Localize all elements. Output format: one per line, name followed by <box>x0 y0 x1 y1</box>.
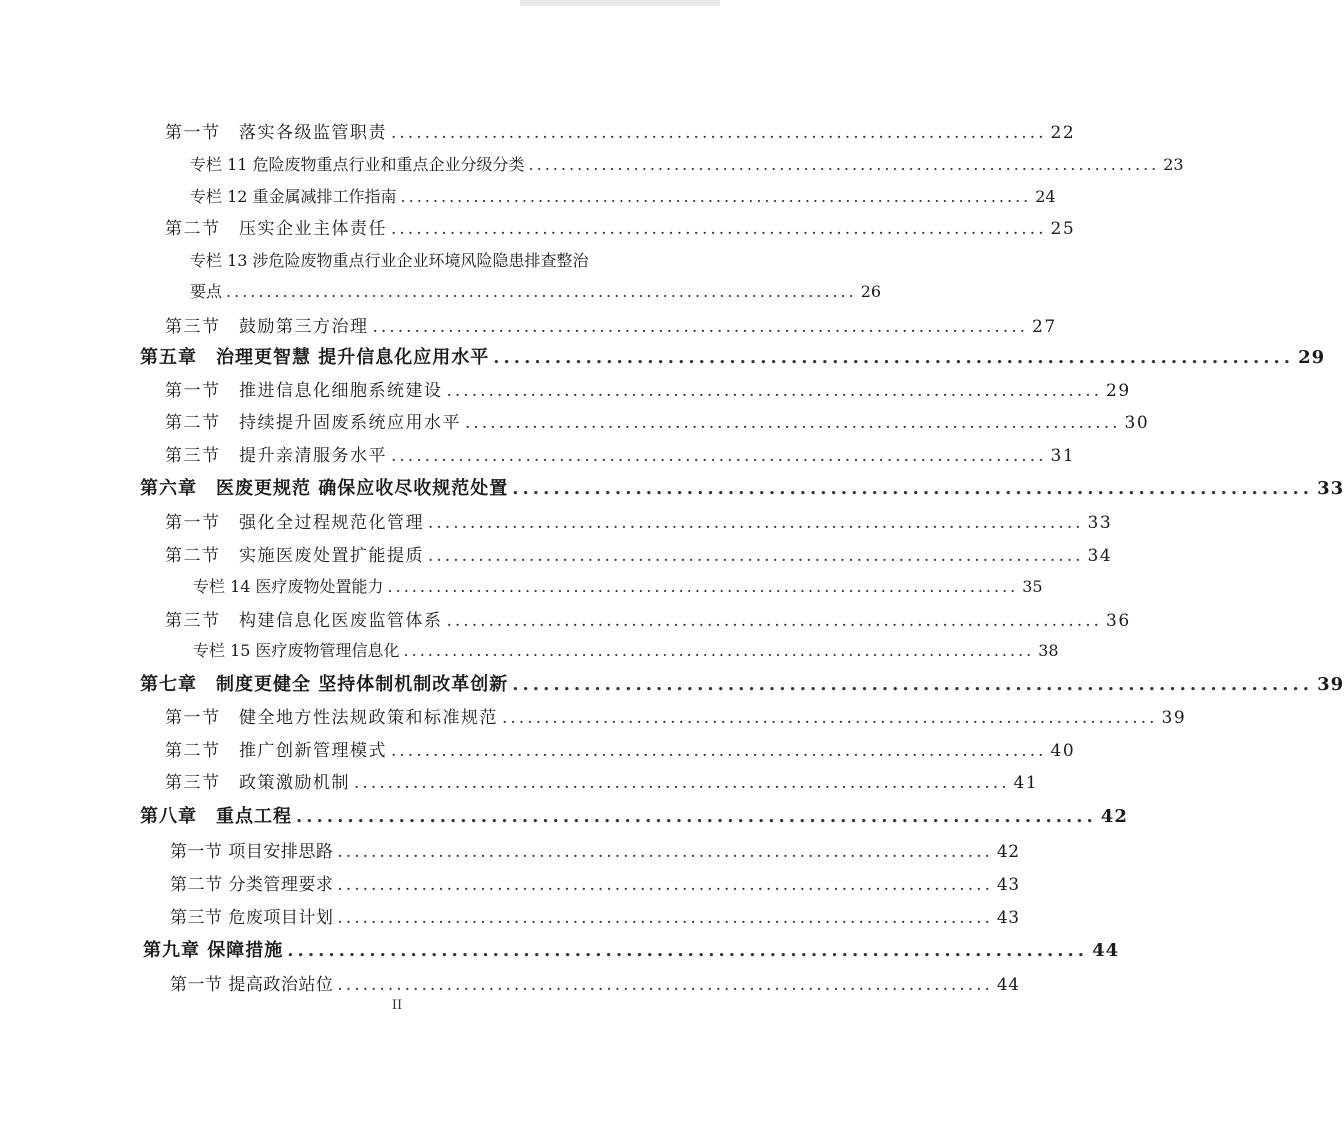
dot-leader: .............................................................................. <box>493 347 1295 368</box>
toc-entry-label: 第三节 构建信息化医废监管体系 <box>165 611 443 631</box>
toc-entry-page: 31 <box>1050 446 1076 466</box>
dot-leader: .............................................................................. <box>391 741 1047 761</box>
toc-chapter[interactable] <box>140 343 1326 369</box>
dot-leader: .............................................................................. <box>337 842 993 862</box>
toc-entry-page: 23 <box>1163 155 1184 174</box>
toc-entry-page: 35 <box>1022 577 1043 596</box>
dot-leader: .............................................................................. <box>512 674 1314 695</box>
dot-leader: .............................................................................. <box>372 317 1028 337</box>
toc-entry-page: 36 <box>1106 611 1131 631</box>
toc-entry-label: 第一节 健全地方性法规政策和标准规范 <box>165 708 498 728</box>
toc-entry[interactable] <box>193 574 1043 597</box>
toc-entry[interactable] <box>170 837 1020 862</box>
toc-chapter-page: 44 <box>1092 940 1120 961</box>
toc-entry-label: 第二节 压实企业主体责任 <box>165 219 387 239</box>
toc-entry[interactable] <box>165 541 1113 566</box>
toc-entry-label: 专栏 15 医疗废物管理信息化 <box>193 641 400 660</box>
toc-chapter-page: 39 <box>1317 674 1344 695</box>
toc-entry[interactable] <box>170 870 1020 895</box>
toc-entry-page: 26 <box>860 282 882 301</box>
toc-entry-label: 第二节 推广创新管理模式 <box>165 741 387 761</box>
toc-entry[interactable] <box>165 508 1113 533</box>
toc-entry-label: 第二节 分类管理要求 <box>170 875 334 895</box>
toc-chapter-page: 29 <box>1298 347 1326 368</box>
toc-entry[interactable] <box>165 214 1076 239</box>
toc-chapter[interactable] <box>140 670 1344 696</box>
toc-entry-label: 第三节 危废项目计划 <box>170 908 334 928</box>
dot-leader: .............................................................................. <box>337 975 993 995</box>
toc-chapter-label: 第五章 治理更智慧 提升信息化应用水平 <box>140 347 490 368</box>
dot-leader: .............................................................................. <box>391 123 1047 143</box>
toc-entry-label: 第三节 提升亲清服务水平 <box>165 446 387 466</box>
toc-entry-label: 第三节 鼓励第三方治理 <box>165 317 369 337</box>
toc-entry-page: 42 <box>996 842 1020 862</box>
toc-entry-label: 第二节 实施医废处置扩能提质 <box>165 546 424 566</box>
dot-leader: .............................................................................. <box>391 219 1047 239</box>
toc-entry-label-line1[interactable]: 专栏 13 涉危险废物重点行业企业环境风险隐患排查整治 <box>190 251 589 270</box>
toc-entry-page: 43 <box>996 908 1020 928</box>
toc-entry-label: 第一节 推进信息化细胞系统建设 <box>165 381 443 401</box>
toc-entry-page: 25 <box>1050 219 1076 239</box>
toc-entry-label: 第一节 项目安排思路 <box>170 842 334 862</box>
toc-entry[interactable] <box>165 768 1039 793</box>
toc-entry[interactable] <box>193 638 1059 661</box>
toc-entry[interactable] <box>165 703 1187 728</box>
toc-chapter[interactable] <box>140 802 1128 828</box>
toc-entry-page: 33 <box>1087 513 1113 533</box>
toc-entry-page: 41 <box>1013 773 1039 793</box>
toc-entry[interactable] <box>190 279 882 302</box>
toc-chapter-page: 42 <box>1100 806 1128 827</box>
toc-entry-page: 34 <box>1087 546 1113 566</box>
dot-leader: .............................................................................. <box>502 708 1158 728</box>
dot-leader: .............................................................................. <box>387 577 1019 596</box>
dot-leader: .............................................................................. <box>528 155 1160 174</box>
dot-leader: .............................................................................. <box>446 381 1102 401</box>
dot-leader: .............................................................................. <box>354 773 1010 793</box>
toc-chapter-label: 第七章 制度更健全 坚持体制机制改革创新 <box>140 674 509 695</box>
toc-entry-label-line2: 要点 <box>190 282 223 301</box>
dot-leader: .............................................................................. <box>512 478 1314 499</box>
dot-leader: .............................................................................. <box>226 282 857 301</box>
toc-entry[interactable] <box>170 970 1020 995</box>
toc-chapter-page: 33 <box>1317 478 1344 499</box>
toc-entry-label: 第一节 落实各级监管职责 <box>165 123 387 143</box>
dot-leader: .............................................................................. <box>287 940 1089 961</box>
toc-entry[interactable] <box>165 408 1150 433</box>
toc-entry-page: 38 <box>1038 641 1059 660</box>
dot-leader: .............................................................................. <box>337 875 993 895</box>
toc-entry[interactable] <box>165 376 1131 401</box>
dot-leader: .............................................................................. <box>446 611 1102 631</box>
dot-leader: .............................................................................. <box>391 446 1047 466</box>
dot-leader: .............................................................................. <box>428 513 1084 533</box>
dot-leader: .............................................................................. <box>428 546 1084 566</box>
toc-entry-label: 第二节 持续提升固废系统应用水平 <box>165 413 461 433</box>
toc-entry[interactable] <box>165 441 1076 466</box>
dot-leader: .............................................................................. <box>400 187 1032 206</box>
toc-entry-page: 24 <box>1035 187 1056 206</box>
toc-entry-page: 27 <box>1032 317 1057 337</box>
dot-leader: .............................................................................. <box>465 413 1121 433</box>
dot-leader: .............................................................................. <box>296 806 1097 827</box>
toc-chapter-label: 第九章 保障措施 <box>143 940 284 961</box>
toc-entry-page: 44 <box>996 975 1020 995</box>
dot-leader: .............................................................................. <box>403 641 1035 660</box>
dot-leader: .............................................................................. <box>337 908 993 928</box>
toc-entry-page: 29 <box>1106 381 1131 401</box>
toc-entry-page: 39 <box>1161 708 1187 728</box>
toc-entry[interactable] <box>165 736 1076 761</box>
toc-chapter[interactable] <box>143 936 1120 962</box>
toc-entry-label: 专栏 12 重金属减排工作指南 <box>190 187 397 206</box>
toc-entry-page: 30 <box>1124 413 1150 433</box>
toc-chapter-label: 第六章 医废更规范 确保应收尽收规范处置 <box>140 478 509 499</box>
toc-entry-label: 第三节 政策激励机制 <box>165 773 350 793</box>
toc-entry-label: 第一节 强化全过程规范化管理 <box>165 513 424 533</box>
toc-entry[interactable] <box>165 312 1057 337</box>
toc-chapter[interactable] <box>140 474 1344 500</box>
toc-entry[interactable] <box>190 152 1184 175</box>
toc-entry[interactable] <box>170 903 1020 928</box>
toc-entry-page: 22 <box>1050 123 1076 143</box>
toc-entry-label: 第一节 提高政治站位 <box>170 975 334 995</box>
toc-entry-label: 专栏 11 危险废物重点行业和重点企业分级分类 <box>190 155 525 174</box>
page-number: II <box>391 998 403 1013</box>
toc-entry-label: 专栏 14 医疗废物处置能力 <box>193 577 384 596</box>
toc-entry[interactable] <box>165 118 1076 143</box>
toc-entry[interactable] <box>190 184 1056 207</box>
toc-entry-page: 40 <box>1050 741 1076 761</box>
toc-entry-page: 43 <box>996 875 1020 895</box>
toc-entry[interactable] <box>165 606 1131 631</box>
toc-chapter-label: 第八章 重点工程 <box>140 806 292 827</box>
